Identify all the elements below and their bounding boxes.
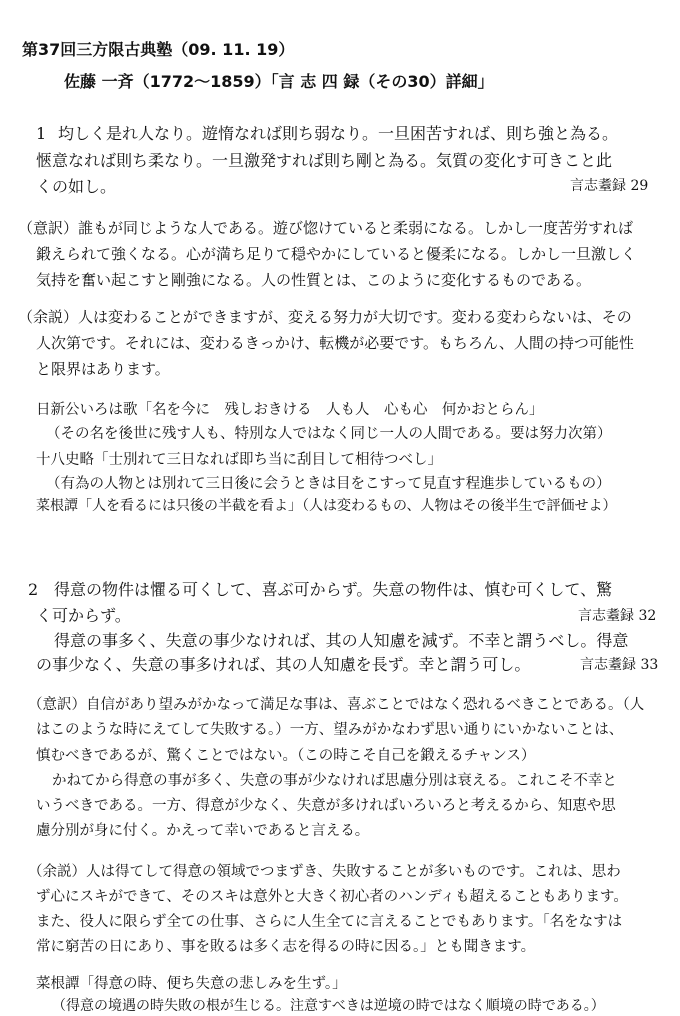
section-1-translation-line: 気持を奮い起こすと剛強になる。人の性質とは、このように変化するものである。 (36, 271, 592, 289)
section-2-commentary-line: また、役人に限らず全ての仕事、さらに人生全てに言えることでもあります。「名をなすは (36, 914, 623, 930)
section-1-quote-line: （その名を後世に残す人も、特別な人ではなく同じ一人の人間である。要は努力次第） (46, 426, 612, 442)
series-title: 第37回三方限古典塾（09. 11. 19） (22, 40, 295, 59)
section-1-commentary-line: （余説）人は変わることができますが、変える努力が大切です。変わる変わらないは、その (18, 308, 632, 326)
section-1-quote-line: （有為の人物とは別れて三日後に会うときは目をこすって見直す程進歩しているもの） (46, 476, 611, 492)
section-2-number: 2 (28, 580, 39, 599)
section-2-reference-1: 言志耋録 32 (578, 608, 657, 624)
section-1-line: 愜意なれば則ち柔なり。一旦激発すれば則ち剛と為る。気質の変化す可きこと此 (36, 151, 613, 170)
section-2-commentary-line: ず心にスキができて、そのスキは意外と大きく初心者のハンディも超えることもあります。 (36, 889, 628, 905)
section-1-commentary-line: 人次第です。それには、変わるきっかけ、転機が必要です。もちろん、人間の持つ可能性 (36, 334, 634, 352)
section-1-quote-line: 日新公いろは歌「名を今に 残しおきける 人も人 心も心 何かおとらん」 (36, 402, 544, 418)
section-1-line: くの如し。 (36, 177, 117, 196)
section-2-line: 得意の物件は懼る可くして、喜ぶ可からず。失意の物件は、慎む可くして、驚 (54, 580, 613, 599)
section-2-translation-line: かねてから得意の事が多く、失意の事が少なければ思慮分別は衰える。これこそ不幸と (52, 773, 617, 789)
section-1-reference: 言志耋録 29 (570, 178, 649, 194)
section-1-quote-line: 十八史略「士別れて三日なれば即ち当に刮目して相待つべし」 (36, 452, 442, 468)
section-1-number: 1 (36, 124, 47, 143)
section-2-line: 得意の事多く、失意の事少なければ、其の人知慮を減ず。不幸と謂うべし。得意 (54, 631, 629, 650)
section-2-line: の事少なく、失意の事多ければ、其の人知慮を長ず。幸と謂う可し。 (36, 655, 531, 674)
section-1-translation-line: （意訳）誰もが同じような人である。遊び惚けていると柔弱になる。しかし一度苦労すれば (18, 219, 634, 237)
section-2-quote-line: 菜根譚「得意の時、便ち失意の悲しみを生ず。」 (36, 976, 347, 992)
page-subtitle: 佐藤 一斉（1772〜1859）「言 志 四 録（その30）詳細」 (64, 72, 494, 91)
section-2-translation-line: いうべきである。一方、得意が少なく、失意が多ければいろいろと考えるから、知恵や思 (36, 798, 616, 814)
section-2-translation-line: 慮分別が身に付く。かえって幸いであると言える。 (36, 823, 370, 839)
section-2-reference-2: 言志耋録 33 (580, 657, 659, 673)
section-2-commentary-line: 常に窮苦の日にあり、事を敗るは多く志を得るの時に因る。」とも聞きます。 (36, 939, 536, 955)
section-1-line: 均しく是れ人なり。遊惰なれば則ち弱なり。一旦困苦すれば、則ち強と為る。 (58, 124, 619, 143)
section-2-translation-line: はこのような時にえてして失敗する。）一方、望みがかなわず思い通りにいかないことは、 (36, 722, 624, 738)
section-1-commentary-line: と限界はあります。 (36, 360, 170, 378)
section-2-line: く可からず。 (36, 606, 131, 625)
section-2-quote-line: （得意の境遇の時失敗の根が生じる。注意すべきは逆境の時ではなく順境の時である。） (52, 998, 605, 1014)
section-2-translation-line: 慎むべきであるが、驚くことではない。（この時こそ自己を鍛えるチャンス） (36, 748, 536, 764)
section-1-translation-line: 鍛えられて強くなる。心が満ち足りて穏やかにしていると優柔になる。しかし一旦激しく (36, 245, 637, 263)
section-2-translation-line: （意訳）自信があり望みがかなって満足な事は、喜ぶことではなく恐れるべきことである。（人 (28, 697, 645, 713)
section-1-quote-line: 菜根譚「人を看るには只後の半截を看よ」（人は変わるもの、人物はその後半生で評価せよ） (36, 498, 617, 514)
section-2-commentary-line: （余説）人は得てして得意の領域でつまずき、失敗することが多いものです。これは、思わ (28, 864, 621, 880)
